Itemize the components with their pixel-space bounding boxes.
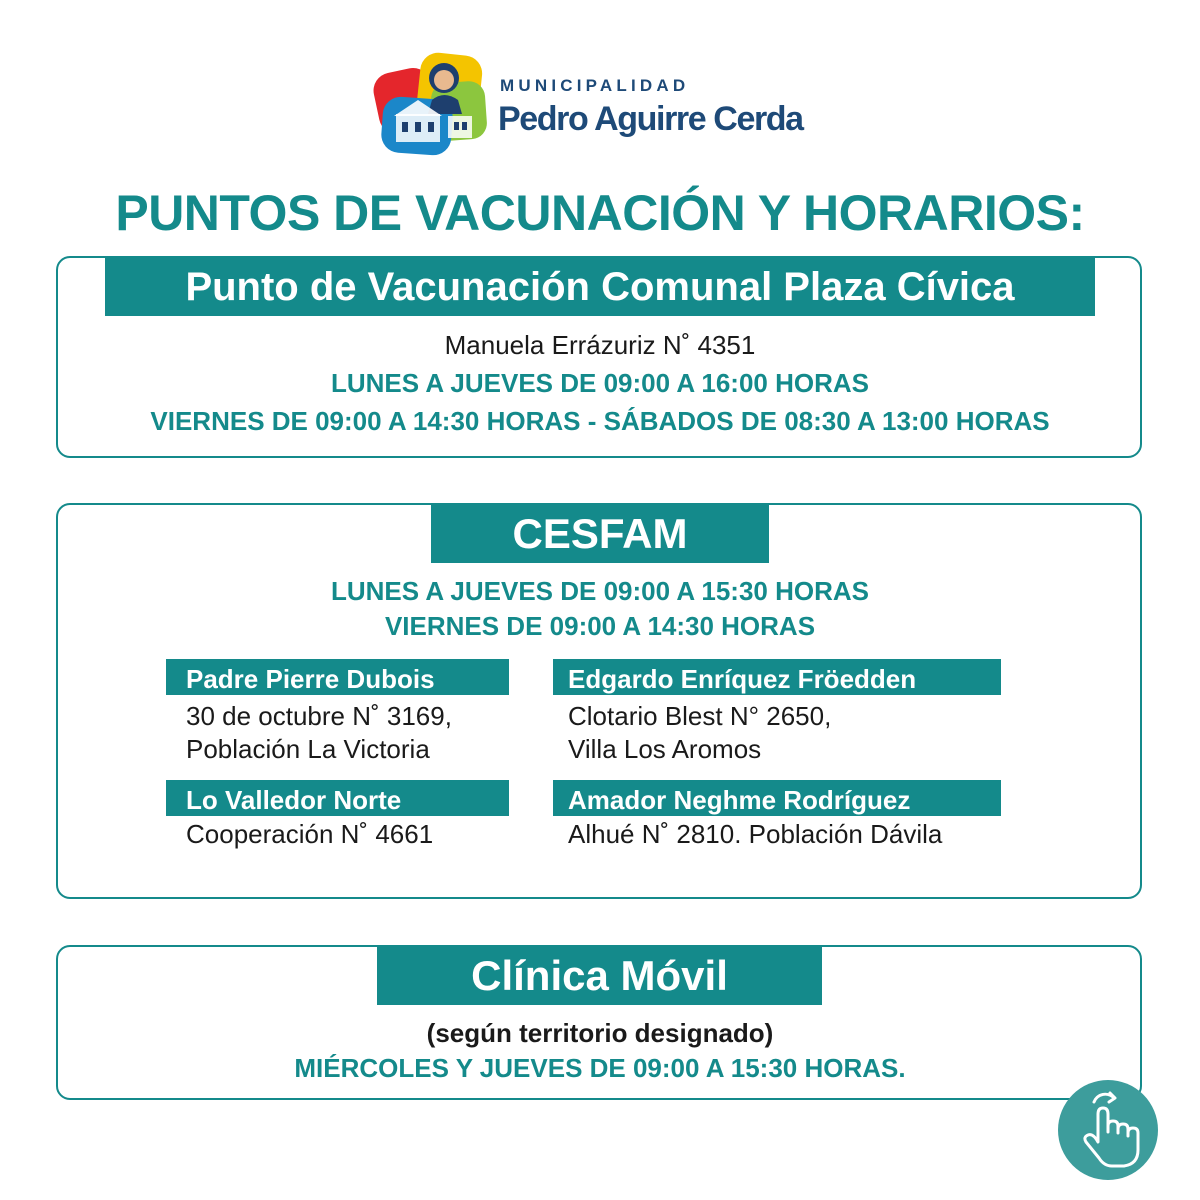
cesfam-title: CESFAM <box>431 505 769 563</box>
logo-name: Pedro Aguirre Cerda <box>498 100 803 138</box>
cesfam-center-address-line: 30 de octubre N˚ 3169, <box>186 701 452 731</box>
plaza-civica-schedule-friday-saturday: VIERNES DE 09:00 A 14:30 HORAS - SÁBADOS DE 08:30 A 13:00 HORAS <box>150 406 1050 436</box>
cesfam-center-address-line: Villa Los Aromos <box>568 734 762 764</box>
cesfam-center-name: Amador Neghme Rodríguez <box>553 780 1001 816</box>
tap-hand-button[interactable] <box>1058 1080 1158 1180</box>
cesfam-center-address <box>568 818 942 851</box>
cesfam-center-name: Padre Pierre Dubois <box>166 659 509 695</box>
cesfam-center-address-line: Población La Victoria <box>186 734 430 764</box>
municipal-logo-icon <box>372 48 488 156</box>
cesfam-center-name: Edgardo Enríquez Fröedden <box>553 659 1001 695</box>
tap-hand-icon <box>1058 1080 1158 1180</box>
plaza-civica-address: Manuela Errázuriz N˚ 4351 <box>444 330 756 360</box>
logo-subtitle: MUNICIPALIDAD <box>500 76 690 95</box>
plaza-civica-title: Punto de Vacunación Comunal Plaza Cívica <box>105 258 1095 316</box>
cesfam-center-name: Lo Valledor Norte <box>166 780 509 816</box>
municipal-logo <box>372 48 832 158</box>
cesfam-schedule-friday: VIERNES DE 09:00 A 14:30 HORAS <box>384 611 816 641</box>
cesfam-center-address-line: Alhué N˚ 2810. Población Dávila <box>568 819 943 849</box>
cesfam-center-address <box>568 700 831 766</box>
cesfam-center-address <box>186 700 452 766</box>
cesfam-center-address <box>186 818 433 851</box>
plaza-civica-schedule-weekdays: LUNES A JUEVES DE 09:00 A 16:00 HORAS <box>331 368 869 398</box>
clinica-movil-schedule: MIÉRCOLES Y JUEVES DE 09:00 A 15:30 HORAS. <box>294 1053 906 1083</box>
cesfam-schedule-weekdays: LUNES A JUEVES DE 09:00 A 15:30 HORAS <box>331 576 869 606</box>
page-title: PUNTOS DE VACUNACIÓN Y HORARIOS: <box>115 185 1085 241</box>
cesfam-center-address-line: Clotario Blest N° 2650, <box>568 701 832 731</box>
clinica-movil-note: (según territorio designado) <box>426 1018 774 1048</box>
clinica-movil-title: Clínica Móvil <box>377 947 822 1005</box>
cesfam-center-address-line: Cooperación N˚ 4661 <box>186 819 434 849</box>
